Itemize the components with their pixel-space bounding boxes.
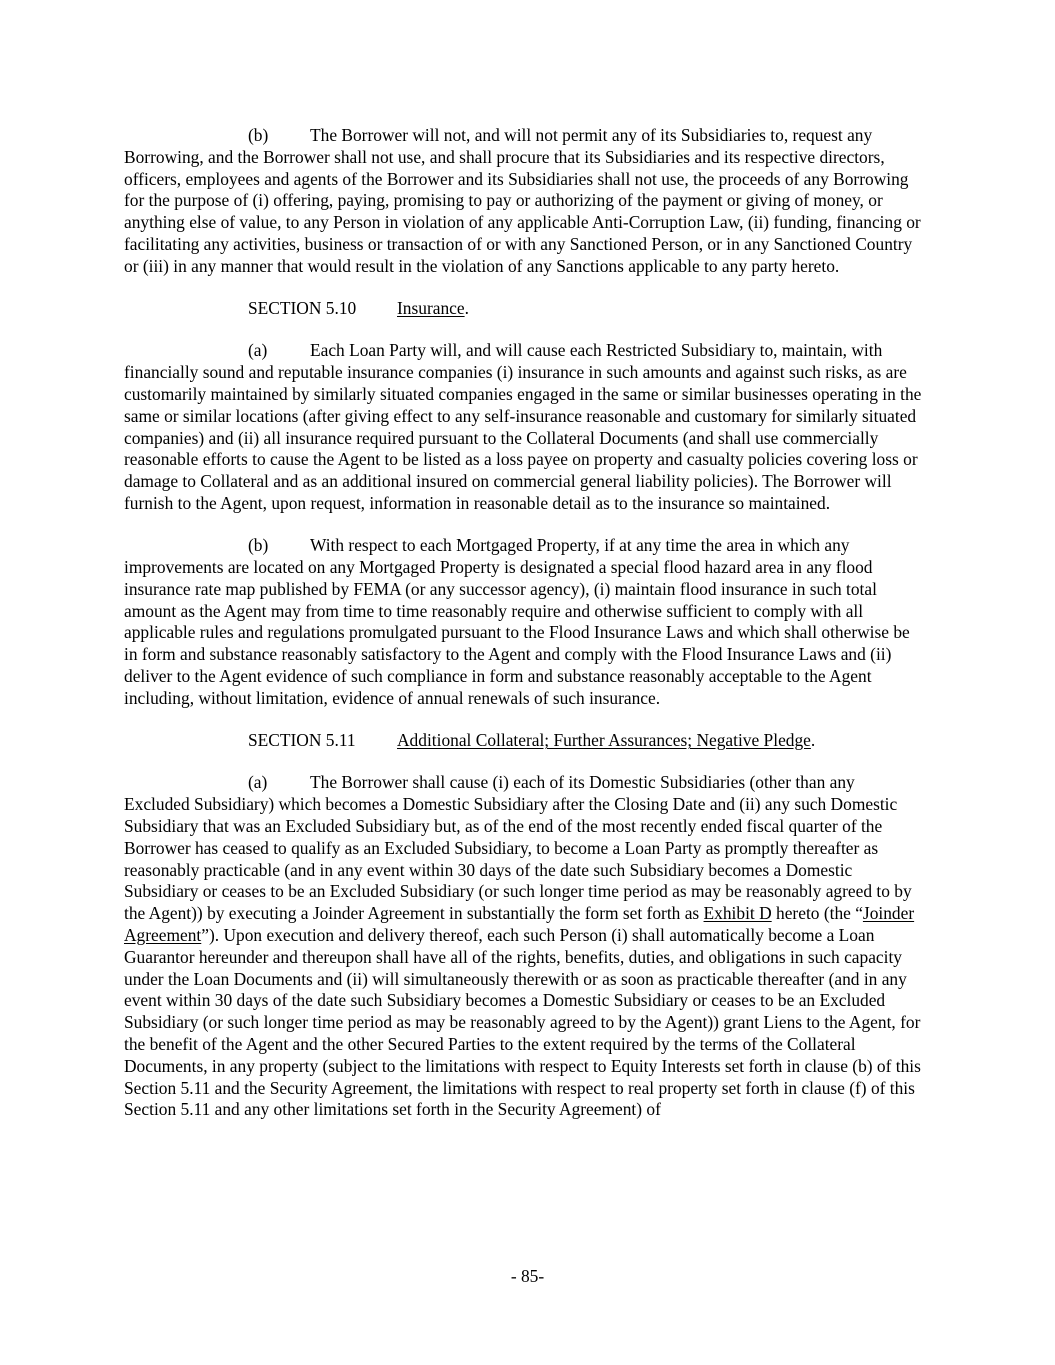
paragraph-label: (b) xyxy=(248,125,269,145)
paragraph-5-9-b xyxy=(124,125,924,278)
section-title-period: . xyxy=(464,298,469,319)
paragraph-5-10-b xyxy=(124,535,924,709)
paragraph-text: ”). Upon execution and delivery thereof, each such Person (i) shall automatically become a Loan Guarantor hereunder and thereupon shall have all of the rights, benefits, duties, and obligations in such capacity under the Loan Documents and (ii) will simultaneously therewith or as soon as practicable thereafter (and in any event within 30 days of the date such Subsidiary becomes a Domestic Subsidiary or ceases to be an Excluded Subsidiary (or such longer time period as may be reasonably agreed to by the Agent)) grant Liens to the Agent, for the benefit of the Agent and the other Secured Parties to the extent required by the terms of the Collateral Documents, in any property (subject to the limitations with respect to Equity Interests set forth in clause (b) of this Section 5.11 and the Security Agreement, the limitations with respect to real property set forth in clause (f) of this Section 5.11 and any other limitations set forth in the Security Agreement) of xyxy=(124,925,921,1120)
paragraph-text: Each Loan Party will, and will cause each Restricted Subsidiary to, maintain, with financially sound and reputable insurance companies (i) insurance in such amounts and against such risks, as are customarily maintained by similarly situated companies engaged in the same or similar businesses operating in the same or similar locations (after giving effect to any self-insurance reasonable and customary for similarly situated companies) and (ii) all insurance required pursuant to the Collateral Documents (and shall use commercially reasonable efforts to cause the Agent to be listed as a loss payee on property and casualty policies covering loss or damage to Collateral and as an additional insured on commercial general liability policies). The Borrower will furnish to the Agent, upon request, information in reasonable detail as to the insurance so maintained. xyxy=(124,340,922,513)
section-title-period: . xyxy=(810,730,816,751)
paragraph-label: (a) xyxy=(248,772,268,793)
section-heading-5-11 xyxy=(124,730,924,752)
section-title: Insurance xyxy=(397,298,465,319)
section-heading-5-10 xyxy=(124,298,924,320)
paragraph-label: (b) xyxy=(248,535,269,556)
section-number: SECTION 5.10 xyxy=(248,298,357,319)
section-title: Additional Collateral; Further Assurances; Negative Pledge xyxy=(397,730,811,751)
page-number: - 85- xyxy=(510,1266,545,1286)
paragraph-text: The Borrower will not, and will not permit any of its Subsidiaries to, request any Borrowing, and the Borrower shall not use, and shall procure that its Subsidiaries and its respective directors, officers, employees and agents of the Borrower and its Subsidiaries shall not use, the proceeds of any Borrowing for the purpose of (i) offering, paying, promising to pay or authorizing of the payment or giving of money, or anything else of value, to any Person in violation of any applicable Anti-Corruption Law, (ii) funding, financing or facilitating any activities, business or transaction of or with any Sanctioned Person, or in any Sanctioned Country or (iii) in any manner that would result in the violation of any Sanctions applicable to any party hereto. xyxy=(124,125,921,276)
paragraph-5-11-a xyxy=(124,772,924,1121)
exhibit-reference: Exhibit D xyxy=(703,903,772,924)
paragraph-text: With respect to each Mortgaged Property, if at any time the area in which any improvements are located on any Mortgaged Property is designated a special flood hazard area in any flood insurance rate map published by FEMA (or any successor agency), (i) maintain flood insurance in such total amount as the Agent may from time to time reasonably require and otherwise sufficient to comply with all applicable rules and regulations promulgated pursuant to the Flood Insurance Laws and which shall otherwise be in form and substance reasonably satisfactory to the Agent and comply with the Flood Insurance Laws and (ii) deliver to the Agent evidence of such compliance in form and substance reasonably acceptable to the Agent including, without limitation, evidence of annual renewals of such insurance. xyxy=(124,535,910,708)
paragraph-5-10-a xyxy=(124,340,924,514)
paragraph-label: (a) xyxy=(248,340,268,361)
section-number: SECTION 5.11 xyxy=(248,730,356,751)
defined-term: Joinder Agreement xyxy=(124,903,915,945)
document-page xyxy=(124,125,924,1121)
paragraph-text: hereto (the “ xyxy=(771,903,863,924)
paragraph-text: The Borrower shall cause (i) each of its Domestic Subsidiaries (other than any Excluded Subsidiary) which becomes a Domestic Subsidiary after the Closing Date and (ii) any such Domestic Subsidiary that was an Excluded Subsidiary but, as of the end of the most recently ended fiscal quarter of the Borrower has ceased to qualify as an Excluded Subsidiary, to become a Loan Party as promptly thereafter as reasonably practicable (and in any event within 30 days of the date such Subsidiary becomes a Domestic Subsidiary or ceases to be an Excluded Subsidiary (or such longer time period as may be reasonably agreed to by the Agent)) by executing a Joinder Agreement in substantially the form set forth as xyxy=(124,772,912,924)
